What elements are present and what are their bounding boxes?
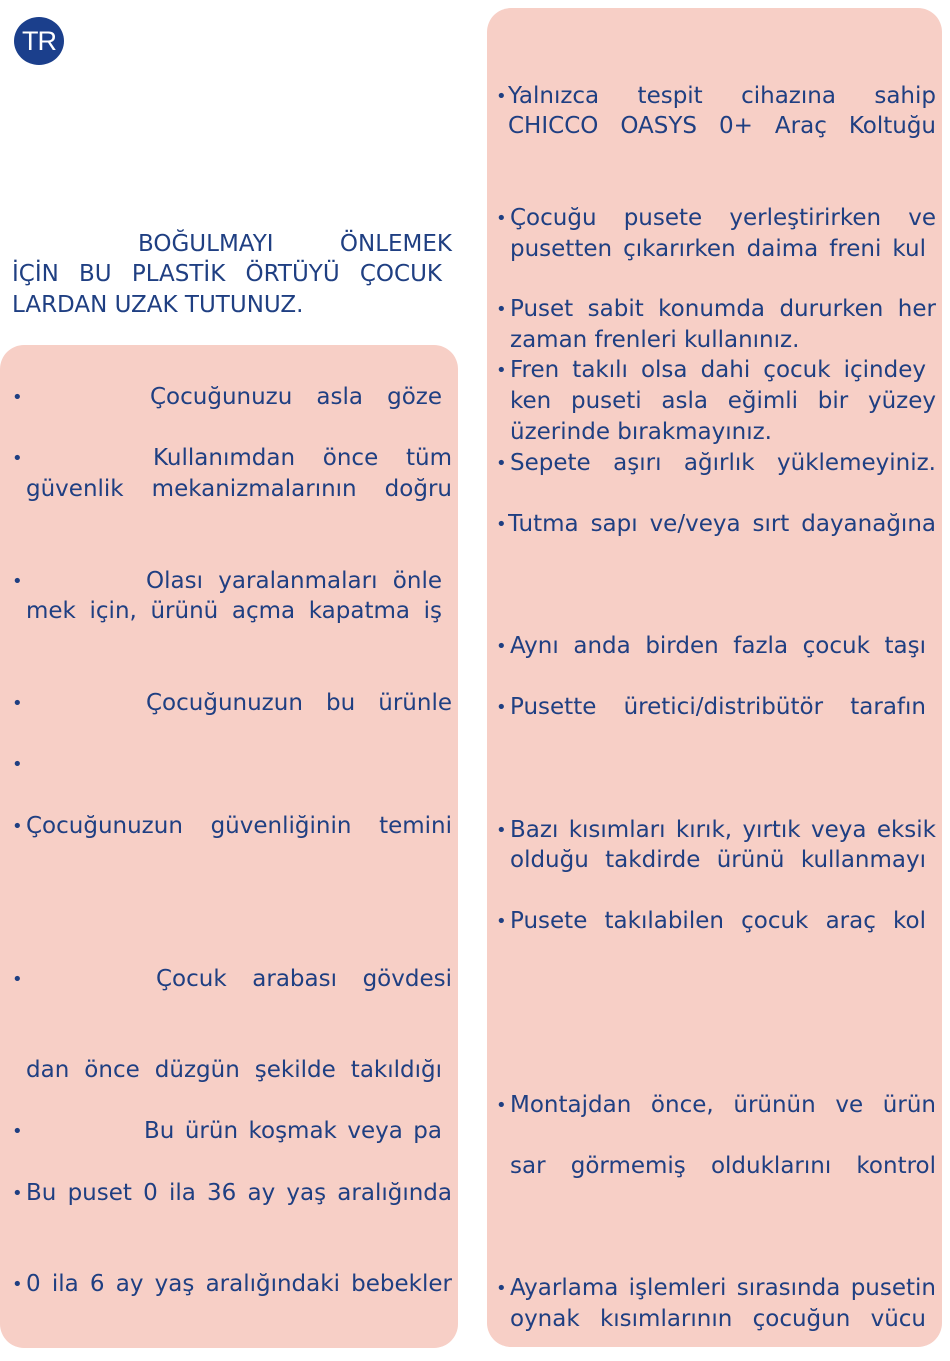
bullet: • (496, 360, 507, 381)
bullet: • (12, 693, 23, 714)
right-line: sar görmemiş olduklarını kontrol (510, 1153, 936, 1179)
right-line: Sepete aşırı ağırlık yüklemeyiniz. (510, 450, 936, 476)
right-line: Bazı kısımları kırık, yırtık veya eksik (510, 817, 936, 843)
bullet: • (12, 1274, 23, 1295)
warning-line-2: İÇİN BU PLASTİK ÖRTÜYÜ ÇOCUK (12, 261, 442, 287)
bullet: • (496, 208, 507, 229)
right-line: Puset sabit konumda dururken her (510, 296, 936, 322)
bullet: • (12, 754, 23, 775)
left-line: Çocuk arabası gövdesi (156, 966, 452, 992)
warning-line-1: BOĞULMAYI ÖNLEMEK (138, 231, 452, 257)
language-badge: TR (14, 17, 64, 65)
right-line: pusetten çıkarırken daima freni kul (510, 236, 926, 262)
left-line: Bu ürün koşmak veya pa (144, 1118, 442, 1144)
right-line: Tutma sapı ve/veya sırt dayanağına (508, 511, 936, 537)
left-line: Bu puset 0 ila 36 ay yaş aralığında (26, 1180, 452, 1206)
bullet: • (496, 1095, 507, 1116)
right-line: CHICCO OASYS 0+ Araç Koltuğu (508, 113, 936, 139)
bullet: • (12, 448, 23, 469)
warning-line-3: LARDAN UZAK TUTUNUZ. (12, 292, 304, 318)
bullet: • (12, 571, 23, 592)
bullet: • (496, 820, 507, 841)
right-line: Çocuğu pusete yerleştirirken ve (510, 205, 936, 231)
right-line: Fren takılı olsa dahi çocuk içindey (510, 357, 926, 383)
right-line: Montajdan önce, ürünün ve ürün (510, 1092, 936, 1118)
bullet: • (496, 453, 507, 474)
bullet: • (496, 86, 507, 107)
left-line: güvenlik mekanizmalarının doğru (26, 476, 452, 502)
bullet: • (496, 299, 507, 320)
bullet: • (496, 636, 507, 657)
right-line: ken puseti asla eğimli bir yüzey (510, 388, 936, 414)
right-line: olduğu takdirde ürünü kullanmayı (510, 847, 926, 873)
left-line: mek için, ürünü açma kapatma iş (26, 598, 442, 624)
right-line: oynak kısımlarının çocuğun vücu (510, 1306, 926, 1332)
bullet: • (12, 816, 23, 837)
bullet: • (496, 1278, 507, 1299)
right-line: zaman frenleri kullanınız. (510, 327, 800, 353)
left-line: Kullanımdan önce tüm (153, 445, 452, 471)
right-line: Yalnızca tespit cihazına sahip (508, 83, 936, 109)
right-line: Aynı anda birden fazla çocuk taşı (510, 633, 926, 659)
bullet: • (496, 911, 507, 932)
bullet: • (12, 1121, 23, 1142)
bullet: • (12, 387, 23, 408)
left-line: Çocuğunuzun bu ürünle (146, 690, 452, 716)
left-line: dan önce düzgün şekilde takıldığı (26, 1057, 442, 1083)
right-line: Ayarlama işlemleri sırasında pusetin (510, 1275, 936, 1301)
bullet: • (12, 969, 23, 990)
bullet: • (496, 697, 507, 718)
right-line: Pusette üretici/distribütör tarafın (510, 694, 926, 720)
left-line: Çocuğunuzun güvenliğinin temini (26, 813, 452, 839)
right-line: Pusete takılabilen çocuk araç kol (510, 908, 926, 934)
left-line: Olası yaralanmaları önle (146, 568, 442, 594)
left-line: 0 ila 6 ay yaş aralığındaki bebekler (26, 1271, 452, 1297)
bullet: • (496, 514, 507, 535)
right-line: üzerinde bırakmayınız. (510, 419, 772, 445)
left-line: Çocuğunuzu asla göze (150, 384, 442, 410)
bullet: • (12, 1183, 23, 1204)
